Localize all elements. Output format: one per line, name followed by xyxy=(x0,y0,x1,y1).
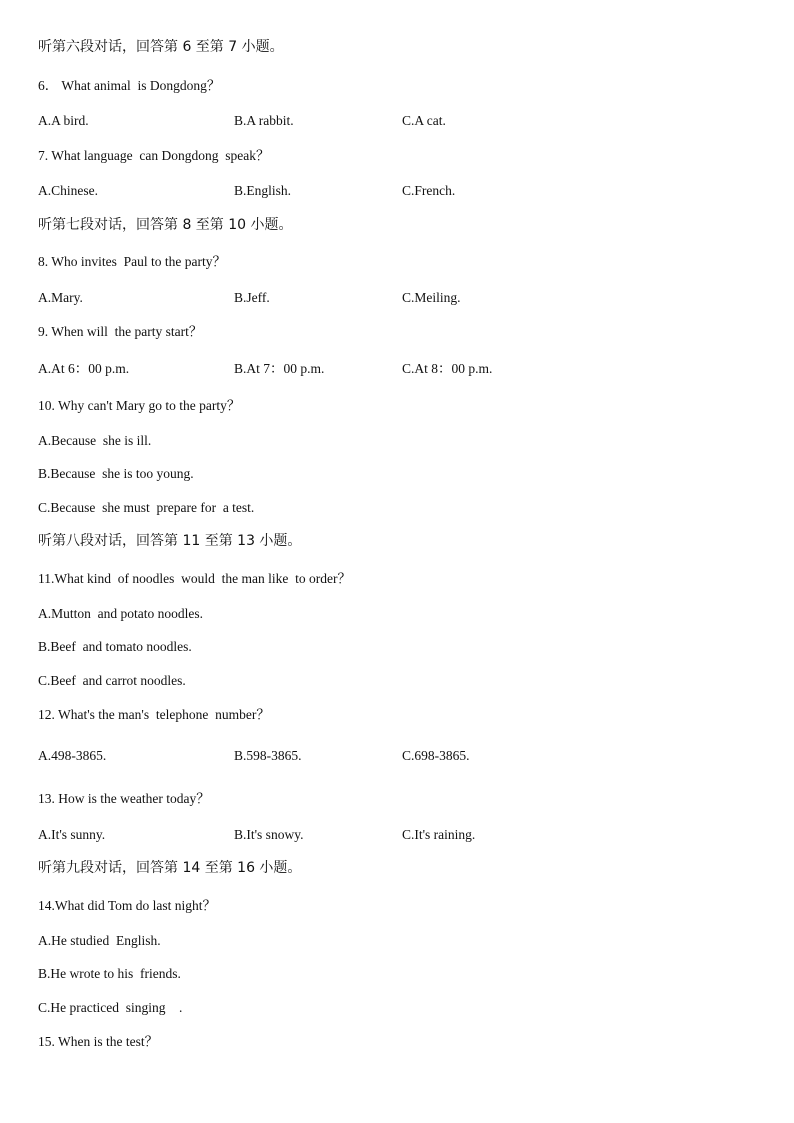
option-10c: C.Because she must prepare for a test. xyxy=(38,500,255,515)
question-13: 13. How is the weather today？ xyxy=(38,791,210,806)
question-10: 10. Why can't Mary go to the party？ xyxy=(38,398,241,413)
section-heading-9: 听第九段对话，回答第 14 至第 16 小题。 xyxy=(38,860,302,876)
question-11: 11.What kind of noodles would the man like to order？ xyxy=(38,571,351,586)
option-12a: A.498-3865. xyxy=(38,748,107,763)
question-8: 8. Who invites Paul to the party？ xyxy=(38,254,226,269)
option-14a: A.He studied English. xyxy=(38,933,161,948)
question-6: 6． What animal is Dongdong？ xyxy=(38,78,221,93)
option-9c: C.At 8：00 p.m. xyxy=(402,361,493,376)
option-9a: A.At 6：00 p.m. xyxy=(38,361,130,376)
section-heading-8: 听第八段对话，回答第 11 至第 13 小题。 xyxy=(38,533,302,549)
option-14c: C.He practiced singing . xyxy=(38,1000,183,1015)
option-8b: B.Jeff. xyxy=(234,290,270,305)
option-10a: A.Because she is ill. xyxy=(38,433,152,448)
option-6c: C.A cat. xyxy=(402,113,446,128)
option-7b: B.English. xyxy=(234,183,292,198)
question-9: 9. When will the party start？ xyxy=(38,324,203,339)
option-10b: B.Because she is too young. xyxy=(38,466,194,481)
option-13b: B.It's snowy. xyxy=(234,827,304,842)
option-7c: C.French. xyxy=(402,183,456,198)
option-6a: A.A bird. xyxy=(38,113,89,128)
option-9b: B.At 7：00 p.m. xyxy=(234,361,325,376)
option-11a: A.Mutton and potato noodles. xyxy=(38,606,203,621)
option-12c: C.698-3865. xyxy=(402,748,470,763)
option-14b: B.He wrote to his friends. xyxy=(38,966,181,981)
option-11b: B.Beef and tomato noodles. xyxy=(38,639,192,654)
option-12b: B.598-3865. xyxy=(234,748,302,763)
option-13a: A.It's sunny. xyxy=(38,827,106,842)
option-13c: C.It's raining. xyxy=(402,827,476,842)
option-8a: A.Mary. xyxy=(38,290,83,305)
question-12: 12. What's the man's telephone number？ xyxy=(38,707,270,722)
question-14: 14.What did Tom do last night？ xyxy=(38,898,217,913)
option-6b: B.A rabbit. xyxy=(234,113,294,128)
option-8c: C.Meiling. xyxy=(402,290,461,305)
section-heading-7: 听第七段对话，回答第 8 至第 10 小题。 xyxy=(38,217,293,233)
question-7: 7. What language can Dongdong speak？ xyxy=(38,148,270,163)
section-heading-6: 听第六段对话，回答第 6 至第 7 小题。 xyxy=(38,39,284,55)
question-15: 15. When is the test？ xyxy=(38,1034,159,1049)
option-11c: C.Beef and carrot noodles. xyxy=(38,673,186,688)
option-7a: A.Chinese. xyxy=(38,183,98,198)
